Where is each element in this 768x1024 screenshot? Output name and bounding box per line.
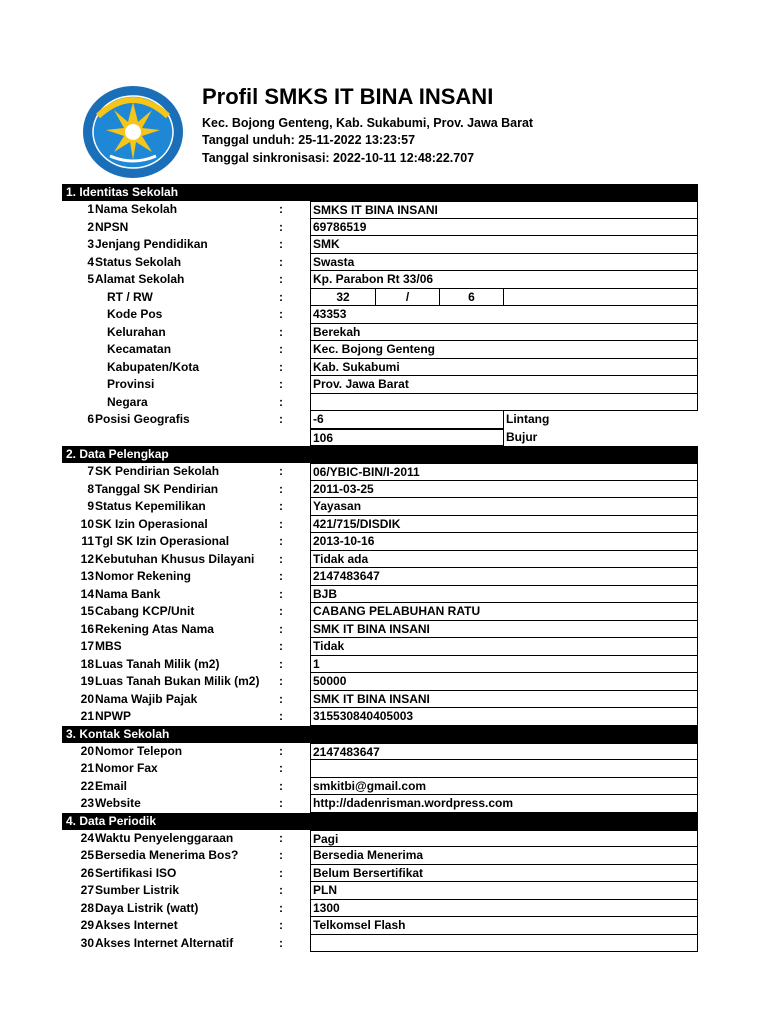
pelengkap-rows (62, 463, 698, 726)
colon: : (279, 516, 283, 531)
bujur-value: 106 (310, 429, 504, 447)
table-row (62, 638, 698, 656)
colon: : (279, 621, 283, 636)
row-label: Akses Internet Alternatif (95, 935, 234, 950)
row-label: Sumber Listrik (95, 883, 180, 897)
row-value: 50000 (310, 673, 698, 691)
row-number: 21 (80, 709, 94, 723)
row-number: 10 (80, 516, 94, 531)
colon: : (279, 342, 283, 356)
row-provinsi (62, 376, 698, 394)
row-number: 25 (80, 848, 94, 862)
colon: : (279, 796, 283, 810)
row-number: 30 (80, 935, 94, 950)
row-value: 2147483647 (310, 743, 698, 761)
row-value: Kp. Parabon Rt 33/06 (310, 271, 698, 289)
row-label: Kabupaten/Kota (107, 359, 200, 374)
section-header-pelengkap: 2. Data Pelengkap (62, 446, 698, 463)
colon: : (279, 394, 283, 409)
row-label: Akses Internet (95, 918, 178, 932)
row-label: Provinsi (107, 377, 155, 391)
row-value: 1 (310, 656, 698, 674)
row-number: 14 (80, 586, 94, 601)
row-number: 26 (80, 865, 94, 880)
row-number: 3 (87, 237, 94, 251)
row-npsn (62, 219, 698, 237)
row-number: 11 (81, 534, 94, 548)
row-number: 12 (80, 551, 94, 566)
table-row (62, 830, 698, 848)
row-label: Email (95, 778, 128, 793)
colon: : (279, 569, 283, 583)
row-number: 5 (87, 272, 94, 286)
row-number: 1 (87, 202, 94, 216)
colon: : (279, 761, 283, 775)
table-row (62, 673, 698, 691)
row-label: Rekening Atas Nama (95, 621, 214, 636)
row-label: Waktu Penyelenggaraan (95, 830, 234, 845)
row-value: SMK IT BINA INSANI (310, 691, 698, 709)
row-kecamatan (62, 341, 698, 359)
section-header-periodik: 4. Data Periodik (62, 813, 698, 830)
row-label: Kebutuhan Khusus Dilayani (95, 551, 255, 566)
table-row (62, 865, 698, 883)
row-label: Kelurahan (107, 324, 166, 339)
colon: : (279, 830, 283, 845)
rw-value: 6 (440, 289, 504, 307)
row-value: 43353 (310, 306, 698, 324)
row-number: 29 (80, 918, 94, 932)
row-value: http://dadenrisman.wordpress.com (310, 795, 698, 813)
colon: : (279, 359, 283, 374)
colon: : (279, 464, 283, 478)
row-label: SK Izin Operasional (95, 516, 208, 531)
colon: : (279, 254, 283, 269)
rt-rw-cells (310, 289, 698, 307)
table-row (62, 847, 698, 865)
table-row (62, 586, 698, 604)
row-value: BJB (310, 586, 698, 604)
colon: : (279, 219, 283, 234)
row-number: 23 (80, 796, 94, 810)
row-label: Status Sekolah (95, 254, 182, 269)
section-header-identitas: 1. Identitas Sekolah (62, 184, 698, 201)
table-row (62, 463, 698, 481)
colon: : (279, 709, 283, 723)
row-label: Luas Tanah Bukan Milik (m2) (95, 674, 260, 688)
row-jenjang (62, 236, 698, 254)
colon: : (279, 656, 283, 671)
row-label: Negara (107, 394, 148, 409)
row-label: NPWP (95, 709, 131, 723)
row-value: Kab. Sukabumi (310, 359, 698, 377)
row-label: SK Pendirian Sekolah (95, 464, 220, 478)
row-value: SMK (310, 236, 698, 254)
row-number: 2 (87, 219, 94, 234)
row-value: PLN (310, 882, 698, 900)
row-value: Tidak ada (310, 551, 698, 569)
colon: : (279, 412, 283, 426)
colon: : (279, 481, 283, 496)
lintang-label: Lintang (506, 412, 550, 426)
colon: : (279, 848, 283, 862)
table-row (62, 882, 698, 900)
colon: : (279, 534, 283, 548)
row-value (310, 394, 698, 412)
row-number: 17 (80, 639, 94, 653)
table-row (62, 691, 698, 709)
row-value: Pagi (310, 830, 698, 848)
row-number: 21 (80, 761, 94, 775)
row-value: Bersedia Menerima (310, 847, 698, 865)
row-label: RT / RW (107, 289, 153, 304)
row-label: Kode Pos (107, 307, 163, 321)
row-number: 22 (80, 778, 94, 793)
colon: : (279, 307, 283, 321)
row-number: 9 (87, 499, 94, 513)
row-value: Swasta (310, 254, 698, 272)
row-label: Daya Listrik (watt) (95, 900, 199, 915)
colon: : (279, 499, 283, 513)
row-label: Alamat Sekolah (95, 272, 185, 286)
row-value: Prov. Jawa Barat (310, 376, 698, 394)
colon: : (279, 604, 283, 618)
row-number: 8 (87, 481, 94, 496)
colon: : (279, 865, 283, 880)
row-kabupaten (62, 359, 698, 377)
row-label: Kecamatan (107, 342, 172, 356)
row-value: Tidak (310, 638, 698, 656)
table-row (62, 516, 698, 534)
row-label: Status Kepemilikan (95, 499, 206, 513)
row-label: Tgl SK Izin Operasional (95, 534, 230, 548)
row-number: 16 (80, 621, 94, 636)
row-value: CABANG PELABUHAN RATU (310, 603, 698, 621)
colon: : (279, 324, 283, 339)
colon: : (279, 883, 283, 897)
row-label: Sertifikasi ISO (95, 865, 177, 880)
table-row (62, 795, 698, 813)
table-row (62, 533, 698, 551)
row-value: SMK IT BINA INSANI (310, 621, 698, 639)
table-row (62, 621, 698, 639)
lintang-value: -6 (310, 411, 504, 429)
row-posisi-lintang (62, 411, 698, 429)
row-value: 69786519 (310, 219, 698, 237)
row-kode-pos (62, 306, 698, 324)
row-number: 27 (80, 883, 94, 897)
colon: : (279, 778, 283, 793)
colon: : (279, 586, 283, 601)
sync-date: Tanggal sinkronisasi: 2022-10-11 12:48:22.707 (202, 151, 475, 165)
row-label: Nomor Rekening (95, 569, 192, 583)
colon: : (279, 674, 283, 688)
row-label: Cabang KCP/Unit (95, 604, 195, 618)
colon: : (279, 272, 283, 286)
profile-sheet (62, 184, 698, 952)
row-label: Website (95, 796, 141, 810)
table-row (62, 743, 698, 761)
row-label: Nama Wajib Pajak (95, 691, 198, 706)
row-nama-sekolah (62, 201, 698, 219)
row-value: 2013-10-16 (310, 533, 698, 551)
rt-value: 32 (310, 289, 376, 307)
row-value: 315530840405003 (310, 708, 698, 726)
row-label: Nama Bank (95, 586, 161, 601)
row-number: 18 (80, 656, 94, 671)
row-number: 13 (80, 569, 94, 583)
table-row (62, 778, 698, 796)
table-row (62, 656, 698, 674)
row-label: Nama Sekolah (95, 202, 178, 216)
table-row (62, 917, 698, 935)
rt-rw-empty-cell (504, 289, 698, 307)
row-number: 6 (87, 412, 94, 426)
row-number: 4 (87, 254, 94, 269)
row-kelurahan (62, 324, 698, 342)
colon: : (279, 551, 283, 566)
row-label: Nomor Fax (95, 761, 158, 775)
row-label: Bersedia Menerima Bos? (95, 848, 239, 862)
row-label: Luas Tanah Milik (m2) (95, 656, 220, 671)
row-number: 20 (80, 691, 94, 706)
bujur-label: Bujur (506, 429, 538, 444)
colon: : (279, 377, 283, 391)
colon: : (279, 918, 283, 932)
periodik-rows (62, 830, 698, 953)
row-label: Nomor Telepon (95, 743, 183, 758)
row-value: Kec. Bojong Genteng (310, 341, 698, 359)
row-value: 421/715/DISDIK (310, 516, 698, 534)
row-posisi-bujur (62, 429, 698, 447)
row-value: 06/YBIC-BIN/I-2011 (310, 463, 698, 481)
table-row (62, 481, 698, 499)
row-value: Berekah (310, 324, 698, 342)
table-row (62, 498, 698, 516)
colon: : (279, 935, 283, 950)
row-number: 24 (80, 830, 94, 845)
section-header-kontak: 3. Kontak Sekolah (62, 726, 698, 743)
table-row (62, 708, 698, 726)
download-date: Tanggal unduh: 25-11-2022 13:23:57 (202, 133, 416, 147)
colon: : (279, 202, 283, 216)
colon: : (279, 237, 283, 251)
tut-wuri-handayani-logo (78, 80, 188, 180)
school-address: Kec. Bojong Genteng, Kab. Sukabumi, Prov. Jawa Barat (202, 116, 534, 130)
table-row (62, 551, 698, 569)
row-value: SMKS IT BINA INSANI (310, 201, 698, 219)
row-label: Jenjang Pendidikan (95, 237, 208, 251)
row-number: 28 (80, 900, 94, 915)
row-number: 20 (80, 743, 94, 758)
row-negara (62, 394, 698, 412)
row-number: 15 (80, 604, 94, 618)
row-label: Tanggal SK Pendirian (95, 481, 219, 496)
row-value (310, 935, 698, 953)
row-label: NPSN (95, 219, 129, 234)
colon: : (279, 743, 283, 758)
row-alamat (62, 271, 698, 289)
row-rt-rw (62, 289, 698, 307)
colon: : (279, 289, 283, 304)
row-value: Telkomsel Flash (310, 917, 698, 935)
row-value (310, 760, 698, 778)
table-row (62, 568, 698, 586)
table-row (62, 603, 698, 621)
row-value: smkitbi@gmail.com (310, 778, 698, 796)
colon: : (279, 639, 283, 653)
row-value: Yayasan (310, 498, 698, 516)
row-value: Belum Bersertifikat (310, 865, 698, 883)
table-row (62, 935, 698, 953)
row-label: MBS (95, 639, 122, 653)
row-status (62, 254, 698, 272)
row-value: 1300 (310, 900, 698, 918)
rt-rw-separator: / (376, 289, 440, 307)
table-row (62, 760, 698, 778)
page-title: Profil SMKS IT BINA INSANI (202, 84, 494, 109)
kontak-rows (62, 743, 698, 813)
colon: : (279, 691, 283, 706)
row-value: 2011-03-25 (310, 481, 698, 499)
row-label: Posisi Geografis (95, 412, 190, 426)
row-number: 7 (87, 464, 94, 478)
colon: : (279, 900, 283, 915)
row-number: 19 (80, 674, 94, 688)
row-value: 2147483647 (310, 568, 698, 586)
table-row (62, 900, 698, 918)
